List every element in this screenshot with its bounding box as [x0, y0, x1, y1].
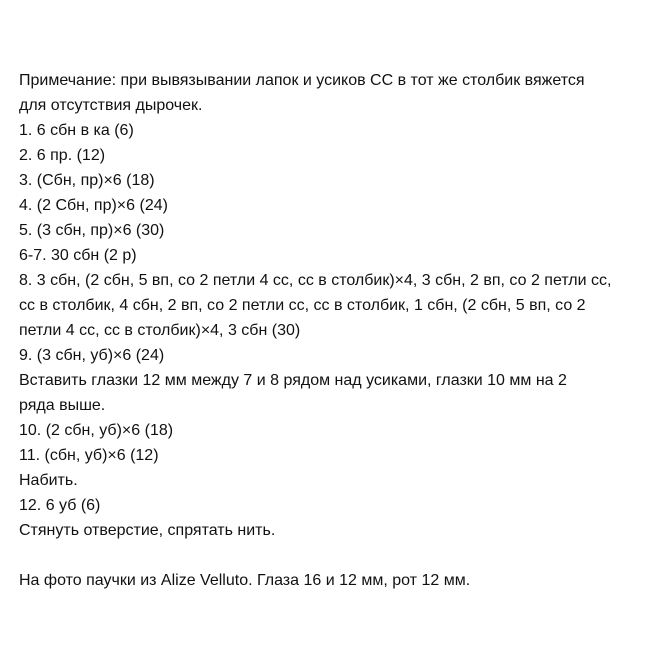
- row-8-line-2: сс в столбик, 4 сбн, 2 вп, со 2 петли сс, сс в столбик, 1 сбн, (2 сбн, 5 вп, со 2: [19, 297, 586, 314]
- row-11: 11. (сбн, уб)×6 (12): [19, 447, 159, 464]
- eyes-instruction-line-1: Вставить глазки 12 мм между 7 и 8 рядом над усиками, глазки 10 мм на 2: [19, 372, 567, 389]
- blank-line: [19, 543, 653, 568]
- row-10: 10. (2 сбн, уб)×6 (18): [19, 422, 174, 439]
- note-line-2: для отсутствия дырочек.: [19, 97, 203, 114]
- row-3: 3. (Сбн, пр)×6 (18): [19, 172, 155, 189]
- note-line-1: Примечание: при вывязывании лапок и усиков СС в тот же столбик вяжется: [19, 72, 585, 89]
- finish-instruction: Стянуть отверстие, спрятать нить.: [19, 522, 276, 539]
- eyes-instruction-line-2: ряда выше.: [19, 397, 106, 414]
- row-8-line-1: 8. 3 сбн, (2 сбн, 5 вп, со 2 петли 4 сс, сс в столбик)×4, 3 сбн, 2 вп, со 2 петли сс,: [19, 272, 612, 289]
- row-6-7: 6-7. 30 сбн (2 р): [19, 247, 137, 264]
- row-4: 4. (2 Сбн, пр)×6 (24): [19, 197, 168, 214]
- row-5: 5. (3 сбн, пр)×6 (30): [19, 222, 165, 239]
- row-1: 1. 6 сбн в ка (6): [19, 122, 134, 139]
- photo-note: На фото паучки из Alize Velluto. Глаза 16 и 12 мм, рот 12 мм.: [19, 572, 471, 589]
- row-12: 12. 6 уб (6): [19, 497, 101, 514]
- pattern-text: [19, 68, 653, 593]
- stuff-instruction: Набить.: [19, 472, 78, 489]
- row-9: 9. (3 сбн, уб)×6 (24): [19, 347, 165, 364]
- row-2: 2. 6 пр. (12): [19, 147, 106, 164]
- row-8-line-3: петли 4 сс, сс в столбик)×4, 3 сбн (30): [19, 322, 301, 339]
